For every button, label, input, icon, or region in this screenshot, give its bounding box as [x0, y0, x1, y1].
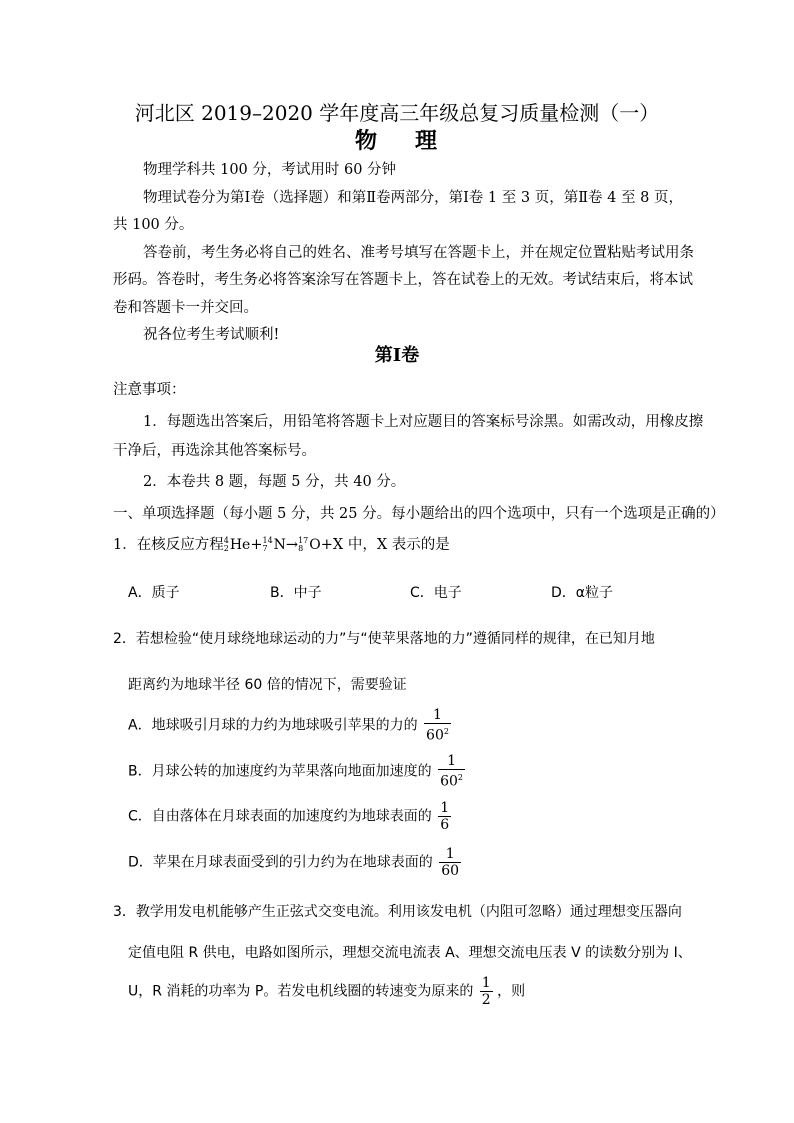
q2-option-a — [128, 707, 451, 744]
intro-line-3: 共 100 分。 — [113, 217, 194, 233]
frac-b-den: 60 — [440, 773, 458, 790]
question-3-line-1: 3．教学用发电机能够产生正弦式交变电流。利用该发电机（内阻可忽略）通过理想变压器向 — [113, 904, 682, 920]
q2-option-c — [128, 800, 451, 833]
q2-option-a-fraction — [424, 707, 451, 744]
intro-line-5: 形码。答卷时，考生务必将答案涂写在答题卡上，答在试卷上的无效。考试结束后，将本试 — [113, 272, 693, 288]
question-3-line-3 — [128, 975, 525, 1008]
part-1-heading: 一、单项选择题（每小题 5 分，共 25 分。每小题给出的四个选项中，只有一个选项是正确的） — [113, 506, 725, 522]
q2-option-d-text: D．苹果在月球表面受到的引力约为在地球表面的 — [128, 854, 433, 871]
frac-b-num: 1 — [447, 753, 456, 769]
exam-title: 河北区 2019–2020 学年度高三年级总复习质量检测（一） — [134, 101, 660, 125]
intro-line-2: 物理试卷分为第Ⅰ卷（选择题）和第Ⅱ卷两部分，第Ⅰ卷 1 至 3 页，第Ⅱ卷 4 至 8 页， — [143, 190, 683, 206]
intro-line-7: 祝各位考生考试顺利! — [143, 327, 280, 343]
q1-option-a: A．质子 — [128, 585, 180, 601]
q2-option-c-text: C．自由落体在月球表面的加速度约为地球表面的 — [128, 808, 432, 825]
frac-d-num: 1 — [445, 846, 455, 862]
q3-line-3-text: U，R 消耗的功率为 P。若发电机线圈的转速变为原来的 — [128, 983, 474, 1000]
frac-a-num: 1 — [433, 707, 442, 723]
n-mass: 14 — [262, 536, 273, 545]
subject-char-1: 物 — [354, 128, 379, 154]
frac-c-num: 1 — [440, 800, 450, 816]
q2-option-b-fraction — [438, 753, 465, 790]
q3-frac-den: 2 — [481, 992, 491, 1008]
q1-option-c: C．电子 — [410, 585, 462, 601]
frac-a-den: 60 — [426, 727, 444, 744]
q3-fraction — [480, 975, 493, 1008]
note-2: 2．本卷共 8 题，每题 5 分，共 40 分。 — [143, 474, 406, 490]
he-z: 2 — [223, 544, 229, 553]
q2-option-b — [128, 753, 465, 790]
oxygen-nuclide — [298, 537, 321, 553]
note-1-line-1: 1．每题选出答案后，用铅笔将答题卡上对应题目的答案标号涂黑。如需改动，用橡皮擦 — [143, 414, 704, 430]
he-symbol: He — [229, 537, 251, 553]
frac-d-den: 60 — [441, 863, 460, 879]
helium-nuclide — [224, 537, 251, 553]
question-2-line-2: 距离约为地球半径 60 倍的情况下，需要验证 — [128, 677, 407, 693]
o-z: 8 — [298, 544, 304, 553]
he-mass: 4 — [223, 536, 229, 545]
intro-line-1: 物理学科共 100 分，考试用时 60 分钟 — [143, 162, 397, 178]
section-title: 第Ⅰ卷 — [374, 345, 420, 366]
q1-option-b: B．中子 — [270, 585, 322, 601]
intro-line-6: 卷和答题卡一并交回。 — [113, 300, 258, 316]
q2-option-d — [128, 846, 461, 879]
n-symbol: N — [273, 537, 286, 553]
subject-char-2: 理 — [415, 128, 440, 154]
subject-heading — [0, 124, 794, 155]
q3-line-3-end: ，则 — [497, 983, 526, 1000]
note-1-line-2: 干净后，再选涂其他答案标号。 — [113, 443, 316, 459]
plus-sign: + — [250, 537, 263, 553]
question-1-stem — [113, 533, 450, 554]
q3-frac-num: 1 — [481, 975, 491, 991]
intro-line-4: 答卷前，考生务必将自己的姓名、准考号填写在答题卡上，并在规定位置粘贴考试用条 — [143, 245, 694, 261]
frac-a-exp: 2 — [443, 727, 449, 736]
q1-rest: +X 中，X 表示的是 — [320, 537, 450, 553]
q2-option-a-text: A．地球吸引月球的力约为地球吸引苹果的力的 — [128, 717, 418, 734]
question-3-line-2: 定值电阻 R 供电，电路如图所示，理想交流电流表 A、理想交流电压表 V 的读数分别为 I、 — [128, 945, 692, 961]
o-symbol: O — [309, 537, 321, 553]
q2-option-d-fraction — [439, 846, 461, 879]
q1-prefix: 1．在核反应方程 — [113, 537, 224, 553]
nitrogen-nuclide — [262, 537, 285, 553]
n-z: 7 — [262, 544, 268, 553]
notes-label: 注意事项： — [113, 382, 186, 398]
q1-option-d: D．α粒子 — [551, 585, 614, 601]
question-2-line-1: 2．若想检验“使月球绕地球运动的力”与“使苹果落地的力”遵循同样的规律，在已知月地 — [113, 631, 655, 647]
q2-option-b-text: B．月球公转的加速度约为苹果落向地面加速度的 — [128, 763, 432, 780]
reaction-arrow: → — [285, 537, 299, 553]
q2-option-c-fraction — [438, 800, 451, 833]
frac-c-den: 6 — [440, 817, 450, 833]
o-mass: 17 — [298, 536, 309, 545]
frac-b-exp: 2 — [457, 773, 463, 782]
